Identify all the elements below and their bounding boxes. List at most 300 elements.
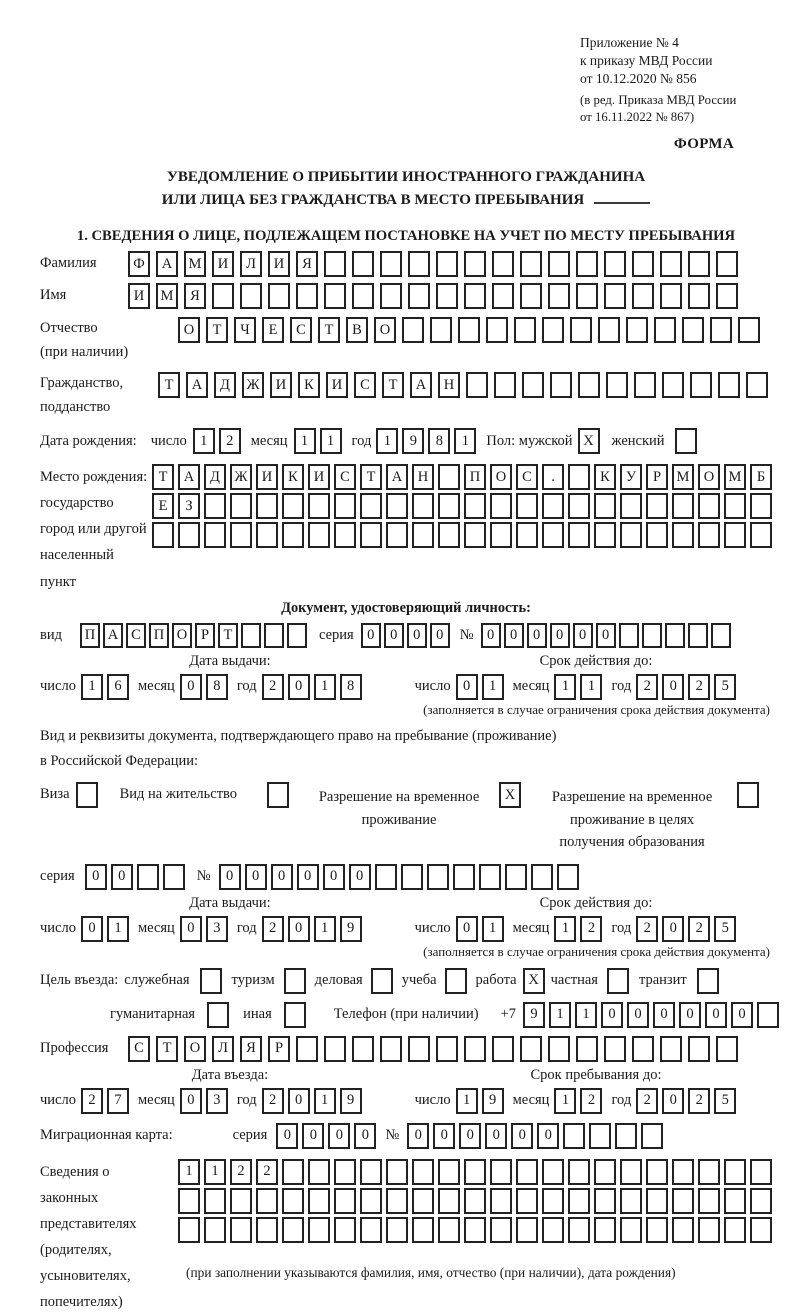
permit-valid-year-field[interactable] bbox=[636, 916, 736, 942]
cell bbox=[282, 1188, 304, 1214]
cell: Я bbox=[296, 251, 318, 277]
cell: 0 bbox=[288, 916, 310, 942]
cell: Т bbox=[156, 1036, 178, 1062]
given-name-field[interactable] bbox=[128, 283, 738, 309]
cell: 2 bbox=[636, 674, 658, 700]
cell bbox=[490, 1188, 512, 1214]
cell bbox=[324, 251, 346, 277]
cell bbox=[598, 317, 620, 343]
cell: 2 bbox=[262, 674, 284, 700]
cell bbox=[490, 493, 512, 519]
phone-prefix: +7 bbox=[500, 1006, 516, 1023]
cell: 1 bbox=[554, 1088, 576, 1114]
cell bbox=[531, 864, 553, 890]
cell bbox=[256, 493, 278, 519]
cell bbox=[282, 1217, 304, 1243]
purpose-transit-label: транзит bbox=[638, 972, 687, 989]
entry-year-field[interactable] bbox=[262, 1088, 362, 1114]
cell: 0 bbox=[271, 864, 293, 890]
residence-doc-options-row bbox=[40, 782, 772, 853]
cell: С bbox=[334, 464, 356, 490]
cell: Ж bbox=[230, 464, 252, 490]
cell: К bbox=[282, 464, 304, 490]
stay-month-field[interactable] bbox=[554, 1088, 602, 1114]
cell: 0 bbox=[407, 1123, 429, 1149]
surname-label: Фамилия bbox=[40, 255, 97, 272]
temp-residence-option bbox=[313, 782, 521, 831]
cell bbox=[620, 493, 642, 519]
cell bbox=[550, 372, 572, 398]
day-label: число bbox=[40, 678, 76, 695]
cell bbox=[230, 493, 252, 519]
identity-validity-footnote: (заполняется в случае ограничения срока действия документа) bbox=[423, 701, 770, 717]
birth-place-line3-field[interactable] bbox=[152, 522, 772, 548]
birth-month-field[interactable] bbox=[294, 428, 342, 454]
representatives-label: Сведения о законных представителях (родителях, усыновителях, попечителях) bbox=[40, 1163, 137, 1311]
cell bbox=[516, 1188, 538, 1214]
cell: А bbox=[156, 251, 178, 277]
given-name-label: Имя bbox=[40, 287, 67, 304]
cell: О bbox=[374, 317, 396, 343]
cell bbox=[662, 372, 684, 398]
cell: О bbox=[698, 464, 720, 490]
permit-series-label: серия bbox=[40, 868, 75, 885]
cell bbox=[324, 1036, 346, 1062]
cell bbox=[672, 1159, 694, 1185]
cell: 0 bbox=[511, 1123, 533, 1149]
cell bbox=[542, 1159, 564, 1185]
cell: К bbox=[298, 372, 320, 398]
purpose-transit-checkbox[interactable] bbox=[697, 968, 719, 994]
purpose-business-checkbox[interactable] bbox=[371, 968, 393, 994]
residence-permit-option bbox=[120, 782, 289, 808]
stay-day-field[interactable] bbox=[456, 1088, 504, 1114]
cell bbox=[464, 283, 486, 309]
year-label: год bbox=[611, 1092, 632, 1109]
cell bbox=[360, 1188, 382, 1214]
entry-day-field[interactable] bbox=[81, 1088, 129, 1114]
cell: 1 bbox=[314, 1088, 336, 1114]
permit-valid-day-field[interactable] bbox=[456, 916, 504, 942]
cell bbox=[641, 1123, 663, 1149]
identity-issue-year-field[interactable] bbox=[262, 674, 362, 700]
cell: 1 bbox=[320, 428, 342, 454]
cell: 2 bbox=[688, 674, 710, 700]
cell: 0 bbox=[573, 623, 593, 648]
surname-field[interactable] bbox=[128, 251, 738, 277]
cell bbox=[750, 1217, 772, 1243]
cell bbox=[380, 251, 402, 277]
cell bbox=[698, 493, 720, 519]
cell: 0 bbox=[627, 1002, 649, 1028]
cell bbox=[514, 317, 536, 343]
cell bbox=[458, 317, 480, 343]
cell bbox=[492, 251, 514, 277]
migration-card-number-field[interactable] bbox=[407, 1123, 663, 1149]
cell: 0 bbox=[504, 623, 524, 648]
annex-line: Приложение № 4 bbox=[580, 35, 679, 50]
permit-series-field[interactable] bbox=[85, 864, 185, 890]
cell bbox=[615, 1123, 637, 1149]
permit-number-field[interactable] bbox=[219, 864, 579, 890]
cell bbox=[212, 283, 234, 309]
issue-date-heading: Дата выдачи: bbox=[189, 894, 271, 911]
cell: А bbox=[410, 372, 432, 398]
cell: 0 bbox=[653, 1002, 675, 1028]
cell: С bbox=[354, 372, 376, 398]
cell bbox=[352, 251, 374, 277]
year-label: год bbox=[236, 1092, 257, 1109]
cell: 5 bbox=[714, 916, 736, 942]
phone-field[interactable] bbox=[523, 1002, 779, 1028]
permit-dates-row bbox=[40, 916, 772, 942]
cell: Т bbox=[152, 464, 174, 490]
cell bbox=[464, 1036, 486, 1062]
temp-residence-label: Разрешение на временное проживание bbox=[318, 789, 480, 828]
cell: 0 bbox=[456, 674, 478, 700]
birth-place-line2-field[interactable] bbox=[152, 493, 772, 519]
cell: В bbox=[346, 317, 368, 343]
cell: 7 bbox=[107, 1088, 129, 1114]
identity-dates-row bbox=[40, 674, 772, 700]
cell: 0 bbox=[219, 864, 241, 890]
residence-permit-checkbox[interactable] bbox=[267, 782, 289, 808]
cell: 1 bbox=[81, 674, 103, 700]
cell bbox=[542, 493, 564, 519]
cell bbox=[494, 372, 516, 398]
cell bbox=[594, 1188, 616, 1214]
birth-day-field[interactable] bbox=[193, 428, 241, 454]
cell bbox=[464, 1217, 486, 1243]
permit-number-label: № bbox=[196, 868, 211, 885]
cell bbox=[620, 1159, 642, 1185]
migration-card-series-field[interactable] bbox=[276, 1123, 376, 1149]
migration-card-series-label: серия bbox=[232, 1127, 268, 1144]
phone-label: Телефон (при наличии) bbox=[333, 1006, 479, 1023]
cell bbox=[698, 1217, 720, 1243]
cell: Е bbox=[152, 493, 174, 519]
cell bbox=[490, 522, 512, 548]
identity-valid-month-field[interactable] bbox=[554, 674, 602, 700]
cell bbox=[520, 283, 542, 309]
doc-number-label: № bbox=[459, 626, 474, 643]
cell bbox=[408, 1036, 430, 1062]
title-blank-underline bbox=[594, 190, 650, 204]
month-label: месяц bbox=[137, 678, 175, 695]
doc-kind-field[interactable] bbox=[80, 623, 307, 648]
representatives-footnote: (при заполнении указываются фамилия, имя, отчество (при наличии), дата рождения) bbox=[186, 1264, 676, 1280]
entry-month-field[interactable] bbox=[180, 1088, 228, 1114]
purpose-private-checkbox[interactable] bbox=[607, 968, 629, 994]
purpose-other-checkbox[interactable] bbox=[284, 1002, 306, 1028]
identity-valid-year-field[interactable] bbox=[636, 674, 736, 700]
cell bbox=[542, 317, 564, 343]
cell: 0 bbox=[180, 1088, 202, 1114]
cell bbox=[453, 864, 475, 890]
cell: 0 bbox=[81, 916, 103, 942]
cell: 0 bbox=[276, 1123, 298, 1149]
cell: 2 bbox=[230, 1159, 252, 1185]
cell bbox=[750, 493, 772, 519]
cell bbox=[716, 1036, 738, 1062]
cell bbox=[308, 493, 330, 519]
cell: 0 bbox=[485, 1123, 507, 1149]
cell bbox=[264, 623, 284, 648]
profession-field[interactable] bbox=[128, 1036, 738, 1062]
cell: 2 bbox=[636, 1088, 658, 1114]
cell bbox=[698, 522, 720, 548]
cell: 3 bbox=[206, 916, 228, 942]
cell: М bbox=[724, 464, 746, 490]
cell: И bbox=[308, 464, 330, 490]
cell: А bbox=[178, 464, 200, 490]
cell bbox=[604, 251, 626, 277]
entry-purpose-row2 bbox=[40, 1002, 772, 1028]
cell bbox=[386, 493, 408, 519]
identity-doc-heading: Документ, удостоверяющий личность: bbox=[281, 599, 531, 616]
cell: 2 bbox=[219, 428, 241, 454]
cell: 0 bbox=[354, 1123, 376, 1149]
purpose-humanitarian-checkbox[interactable] bbox=[207, 1002, 229, 1028]
cell bbox=[672, 493, 694, 519]
cell bbox=[427, 864, 449, 890]
year-label: год bbox=[351, 432, 372, 449]
cell bbox=[241, 623, 261, 648]
cell: 0 bbox=[662, 1088, 684, 1114]
cell: 1 bbox=[554, 916, 576, 942]
cell: З bbox=[178, 493, 200, 519]
temp-residence-education-checkbox[interactable] bbox=[737, 782, 759, 808]
cell: О bbox=[178, 317, 200, 343]
cell bbox=[654, 317, 676, 343]
cell bbox=[516, 1159, 538, 1185]
visa-checkbox[interactable] bbox=[76, 782, 98, 808]
cell: 0 bbox=[323, 864, 345, 890]
cell bbox=[718, 372, 740, 398]
representatives-row bbox=[40, 1157, 772, 1315]
cell: 0 bbox=[430, 623, 450, 648]
entry-date-headings bbox=[40, 1067, 772, 1084]
month-label: месяц bbox=[137, 920, 175, 937]
cell bbox=[438, 1188, 460, 1214]
cell: 0 bbox=[456, 916, 478, 942]
cell bbox=[738, 317, 760, 343]
cell bbox=[542, 1217, 564, 1243]
cell bbox=[408, 283, 430, 309]
sex-male-label: Пол: мужской bbox=[486, 432, 573, 449]
representatives-line2-field[interactable] bbox=[178, 1188, 772, 1214]
cell: Т bbox=[360, 464, 382, 490]
entry-date-group bbox=[40, 1088, 371, 1114]
cell bbox=[178, 1188, 200, 1214]
cell: А bbox=[103, 623, 123, 648]
cell: Ж bbox=[242, 372, 264, 398]
cell bbox=[492, 283, 514, 309]
cell bbox=[688, 283, 710, 309]
cell bbox=[296, 283, 318, 309]
year-label: год bbox=[236, 678, 257, 695]
cell bbox=[665, 623, 685, 648]
patronymic-field[interactable] bbox=[178, 317, 760, 343]
cell: Р bbox=[268, 1036, 290, 1062]
cell bbox=[594, 1217, 616, 1243]
cell: 0 bbox=[302, 1123, 324, 1149]
profession-row bbox=[40, 1036, 772, 1062]
cell: 1 bbox=[314, 916, 336, 942]
birth-year-field[interactable] bbox=[376, 428, 476, 454]
purpose-study-checkbox[interactable] bbox=[445, 968, 467, 994]
cell bbox=[204, 1188, 226, 1214]
identity-issue-month-field[interactable] bbox=[180, 674, 228, 700]
month-label: месяц bbox=[137, 1092, 175, 1109]
cell bbox=[589, 1123, 611, 1149]
representatives-line1-field[interactable] bbox=[178, 1159, 772, 1185]
purpose-work-checkbox[interactable]: X bbox=[523, 968, 545, 994]
cell bbox=[516, 1217, 538, 1243]
cell: 9 bbox=[482, 1088, 504, 1114]
cell bbox=[688, 251, 710, 277]
cell: Д bbox=[214, 372, 236, 398]
cell bbox=[230, 1188, 252, 1214]
cell: С bbox=[516, 464, 538, 490]
month-label: месяц bbox=[512, 1092, 550, 1109]
cell bbox=[642, 623, 662, 648]
cell bbox=[568, 464, 590, 490]
profession-label: Профессия bbox=[40, 1039, 109, 1056]
cell bbox=[750, 1188, 772, 1214]
cell bbox=[137, 864, 159, 890]
cell bbox=[466, 372, 488, 398]
cell: 0 bbox=[527, 623, 547, 648]
sex-female-checkbox[interactable] bbox=[675, 428, 697, 454]
cell bbox=[408, 251, 430, 277]
amendment-line: от 16.11.2022 № 867) bbox=[580, 110, 695, 125]
cell: 2 bbox=[262, 1088, 284, 1114]
day-label: число bbox=[40, 1092, 76, 1109]
purpose-private-label: частная bbox=[550, 972, 598, 989]
purpose-tourism-checkbox[interactable] bbox=[284, 968, 306, 994]
cell: С bbox=[290, 317, 312, 343]
cell bbox=[386, 1159, 408, 1185]
cell bbox=[204, 522, 226, 548]
birth-place-line1-field[interactable] bbox=[152, 464, 772, 490]
cell: 9 bbox=[340, 1088, 362, 1114]
purpose-business-label: деловая bbox=[314, 972, 363, 989]
cell bbox=[604, 1036, 626, 1062]
cell: 0 bbox=[601, 1002, 623, 1028]
cell bbox=[548, 251, 570, 277]
purpose-work-label: работа bbox=[475, 972, 517, 989]
cell bbox=[436, 251, 458, 277]
cell bbox=[746, 372, 768, 398]
cell: Д bbox=[204, 464, 226, 490]
cell: С bbox=[126, 623, 146, 648]
cell bbox=[568, 493, 590, 519]
identity-valid-day-field[interactable] bbox=[456, 674, 504, 700]
citizenship-field[interactable] bbox=[158, 372, 768, 398]
cell bbox=[230, 522, 252, 548]
sex-male-checkbox[interactable]: X bbox=[578, 428, 600, 454]
doc-number-field[interactable] bbox=[481, 623, 731, 648]
visa-label: Виза bbox=[40, 786, 70, 803]
cell: 1 bbox=[456, 1088, 478, 1114]
permit-issue-day-field[interactable] bbox=[81, 916, 129, 942]
cell bbox=[634, 372, 656, 398]
cell: К bbox=[594, 464, 616, 490]
cell: 2 bbox=[81, 1088, 103, 1114]
cell bbox=[268, 283, 290, 309]
stay-until-date-group bbox=[415, 1088, 746, 1114]
cell: Я bbox=[240, 1036, 262, 1062]
cell bbox=[308, 522, 330, 548]
cell: О bbox=[490, 464, 512, 490]
cell bbox=[230, 1217, 252, 1243]
cell: 0 bbox=[180, 674, 202, 700]
cell: Л bbox=[212, 1036, 234, 1062]
cell: А bbox=[386, 464, 408, 490]
cell bbox=[256, 1217, 278, 1243]
entry-purpose-row bbox=[40, 968, 772, 994]
cell: 1 bbox=[178, 1159, 200, 1185]
day-label: число bbox=[40, 920, 76, 937]
permit-issue-year-field[interactable] bbox=[262, 916, 362, 942]
doc-series-field[interactable] bbox=[361, 623, 450, 648]
cell: 0 bbox=[679, 1002, 701, 1028]
temp-residence-checkbox[interactable]: X bbox=[499, 782, 521, 808]
cell bbox=[436, 283, 458, 309]
cell bbox=[386, 522, 408, 548]
cell bbox=[352, 283, 374, 309]
cell: Н bbox=[412, 464, 434, 490]
cell bbox=[682, 317, 704, 343]
month-label: месяц bbox=[512, 678, 550, 695]
cell bbox=[646, 522, 668, 548]
cell bbox=[256, 1188, 278, 1214]
citizenship-row bbox=[40, 370, 772, 419]
identity-valid-date-group bbox=[415, 674, 746, 700]
cell bbox=[646, 1188, 668, 1214]
permit-issue-month-field[interactable] bbox=[180, 916, 228, 942]
permit-valid-month-field[interactable] bbox=[554, 916, 602, 942]
cell: 0 bbox=[705, 1002, 727, 1028]
cell bbox=[548, 1036, 570, 1062]
cell: 0 bbox=[85, 864, 107, 890]
representatives-line3-field[interactable] bbox=[178, 1217, 772, 1243]
permit-validity-footnote: (заполняется в случае ограничения срока действия документа) bbox=[423, 943, 770, 959]
cell bbox=[360, 493, 382, 519]
cell: 2 bbox=[688, 1088, 710, 1114]
cell bbox=[486, 317, 508, 343]
cell: 0 bbox=[328, 1123, 350, 1149]
cell: 1 bbox=[314, 674, 336, 700]
purpose-official-checkbox[interactable] bbox=[200, 968, 222, 994]
cell: 9 bbox=[523, 1002, 545, 1028]
cell bbox=[576, 283, 598, 309]
stay-year-field[interactable] bbox=[636, 1088, 736, 1114]
cell: О bbox=[172, 623, 192, 648]
cell bbox=[386, 1217, 408, 1243]
cell bbox=[620, 522, 642, 548]
cell: 0 bbox=[662, 674, 684, 700]
identity-issue-day-field[interactable] bbox=[81, 674, 129, 700]
cell bbox=[334, 522, 356, 548]
cell: 0 bbox=[180, 916, 202, 942]
cell bbox=[660, 283, 682, 309]
entry-date-heading: Дата въезда: bbox=[191, 1066, 269, 1083]
cell bbox=[711, 623, 731, 648]
amendment-line: (в ред. Приказа МВД России bbox=[580, 93, 737, 108]
cell: 1 bbox=[549, 1002, 571, 1028]
